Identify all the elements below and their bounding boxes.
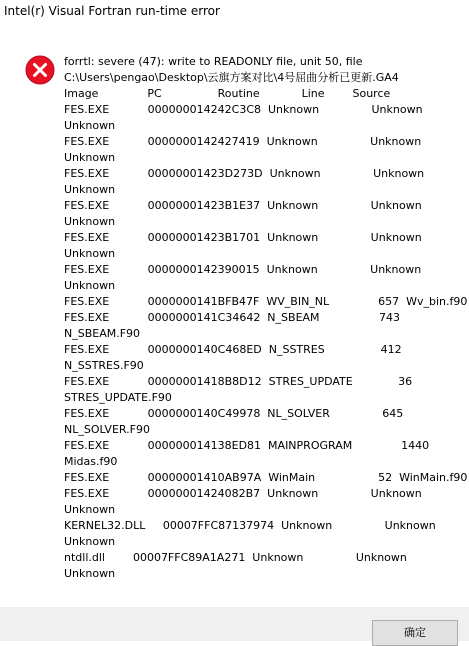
message-line: Unknown [64, 183, 116, 196]
message-line: FES.EXE 0000000141BFB47F WV_BIN_NL 657 Wv_bin.f90 [64, 295, 468, 308]
message-line: Unknown [64, 503, 116, 516]
message-line: FES.EXE 00000001423B1701 Unknown Unknown [64, 231, 422, 244]
error-message [64, 54, 468, 582]
message-line: Unknown [64, 215, 116, 228]
message-line: FES.EXE 00000001424082B7 Unknown Unknown [64, 487, 422, 500]
message-line: Unknown [64, 567, 116, 580]
message-line: FES.EXE 0000000141C34642 N_SBEAM 743 [64, 311, 400, 324]
message-line: FES.EXE 0000000140C49978 NL_SOLVER 645 [64, 407, 404, 420]
message-line: KERNEL32.DLL 00007FFC87137974 Unknown Unknown [64, 519, 436, 532]
message-line: Unknown [64, 151, 116, 164]
message-line: FES.EXE 00000001423D273D Unknown Unknown [64, 167, 425, 180]
message-line: FES.EXE 00000001410AB97A WinMain 52 WinMain.f90 [64, 471, 468, 484]
message-line: C:\Users\pengao\Desktop\云旗方案对比\4号屈曲分析已更新.GA4 [64, 71, 399, 84]
message-line: FES.EXE 0000000142427419 Unknown Unknown [64, 135, 422, 148]
message-line: FES.EXE 000000014138ED81 MAINPROGRAM 1440 [64, 439, 430, 452]
message-line: NL_SOLVER.F90 [64, 423, 150, 436]
window-title: Intel(r) Visual Fortran run-time error [4, 4, 220, 18]
message-line: Unknown [64, 119, 116, 132]
message-line: N_SSTRES.F90 [64, 359, 144, 372]
message-line: FES.EXE 0000000140C468ED N_SSTRES 412 [64, 343, 402, 356]
message-line: ntdll.dll 00007FFC89A1A271 Unknown Unknown [64, 551, 407, 564]
message-line: Midas.f90 [64, 455, 118, 468]
message-line: FES.EXE 0000000142390015 Unknown Unknown [64, 263, 422, 276]
message-line: Unknown [64, 247, 116, 260]
message-line: Unknown [64, 279, 116, 292]
message-line: Unknown [64, 535, 116, 548]
message-line: Image PC Routine Line Source [64, 87, 391, 100]
error-icon [25, 55, 55, 85]
message-line: FES.EXE 00000001418B8D12 STRES_UPDATE 36 [64, 375, 413, 388]
message-line: FES.EXE 00000001423B1E37 Unknown Unknown [64, 199, 422, 212]
title-bar [0, 0, 469, 26]
message-line: N_SBEAM.F90 [64, 327, 141, 340]
message-line: STRES_UPDATE.F90 [64, 391, 172, 404]
message-line: FES.EXE 000000014242C3C8 Unknown Unknown [64, 103, 423, 116]
ok-button[interactable]: 确定 [372, 620, 458, 646]
message-line: forrtl: severe (47): write to READONLY file, unit 50, file [64, 55, 363, 68]
